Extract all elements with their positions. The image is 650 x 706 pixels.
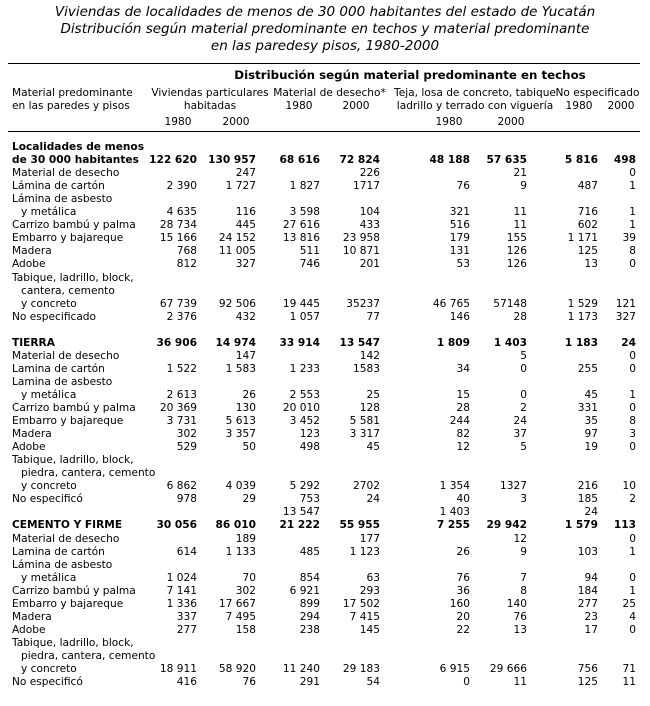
table-cell: 13 [513, 623, 527, 636]
table-cell: 140 [506, 597, 527, 610]
year-header: 1980 [164, 116, 192, 128]
row-label: de 30 000 habitantes [12, 154, 139, 167]
table-cell: 76 [456, 180, 470, 193]
table-cell: 72 824 [339, 154, 380, 167]
row-label: Material de desecho [12, 167, 120, 180]
table-cell: 978 [176, 493, 197, 506]
table-cell: 13 [584, 258, 598, 271]
table-cell: 14 974 [215, 336, 256, 349]
table-cell: 485 [299, 545, 320, 558]
table-cell: 1 336 [166, 597, 197, 610]
table-cell: 71 [622, 663, 636, 675]
row-label: Adobe [12, 623, 46, 636]
table-cell: 0 [463, 676, 470, 689]
table-cell: 0 [520, 388, 527, 401]
table-cell: 57 635 [486, 154, 527, 167]
row-label: piedra, cantera, cemento [21, 467, 156, 480]
year-header: 1980 [435, 116, 463, 128]
table-cell: 54 [366, 676, 380, 689]
table-cell: 812 [176, 258, 197, 271]
year-header: 2000 [222, 116, 250, 128]
row-label: TIERRA [12, 336, 55, 349]
table-cell: 2702 [353, 480, 380, 493]
table-cell: 716 [577, 206, 598, 219]
table-cell: 33 914 [279, 336, 320, 349]
table-cell: 277 [176, 623, 197, 636]
table-title-line-2: Distribución según material predominante en techos y material predominante [60, 21, 590, 37]
table-cell: 20 010 [282, 402, 320, 414]
row-label: No especificado [12, 310, 97, 323]
table-cell: 255 [577, 362, 598, 375]
row-label: piedra, cantera, cemento [21, 649, 156, 662]
col-header-viviendas-line-1: Viviendas particulares [151, 87, 269, 99]
row-label: y concreto [21, 480, 77, 493]
table-cell: 20 [456, 610, 470, 623]
table-cell: 24 [366, 493, 380, 506]
table-cell: 331 [577, 402, 598, 414]
table-cell: 433 [359, 219, 380, 232]
col-header-teja-line-1: Teja, losa de concreto, tabique [394, 87, 556, 99]
row-label: Embarro y bajareque [12, 415, 124, 428]
table-cell: 1 173 [567, 310, 598, 323]
row-label: Lámina de cartón [12, 180, 105, 193]
table-cell: 1583 [353, 362, 380, 375]
table-cell: 8 [629, 415, 636, 428]
table-cell: 24 [584, 506, 598, 519]
table-cell: 1 123 [349, 545, 380, 558]
table-cell: 3 731 [166, 415, 197, 428]
stub-header-line-1: Material predominante [12, 87, 133, 99]
table-cell: 1 024 [166, 571, 197, 584]
table-cell: 1 579 [564, 519, 598, 532]
table-cell: 416 [176, 676, 197, 689]
table-cell: 277 [577, 597, 598, 610]
table-cell: 1717 [353, 180, 380, 193]
table-cell: 1 809 [436, 336, 470, 349]
table-cell: 123 [299, 428, 320, 441]
table-cell: 57148 [493, 297, 527, 310]
table-cell: 63 [366, 571, 380, 584]
table-cell: 1327 [500, 480, 527, 493]
row-label: CEMENTO Y FIRME [12, 519, 123, 532]
table-cell: 11 [513, 206, 527, 219]
table-cell: 1 522 [166, 362, 197, 375]
table-cell: 854 [299, 571, 320, 584]
table-cell: 238 [299, 623, 320, 636]
table-cell: 3 598 [289, 206, 320, 219]
table-cell: 158 [235, 623, 256, 636]
table-cell: 39 [622, 232, 636, 245]
table-cell: 189 [235, 532, 256, 545]
table-cell: 35237 [346, 297, 380, 310]
table-cell: 126 [506, 258, 527, 271]
table-cell: 30 056 [156, 519, 197, 532]
table-cell: 15 [456, 388, 470, 401]
table-cell: 1 403 [439, 506, 470, 519]
table-cell: 498 [613, 154, 636, 167]
row-label: Embarro y bajareque [12, 232, 124, 245]
table-title-line-3: en las paredesy pisos, 1980-2000 [210, 38, 440, 54]
col-header-viviendas-line-2: habitadas [183, 100, 237, 112]
table-cell: 50 [242, 441, 256, 454]
table-cell: 17 [584, 623, 598, 636]
row-label: y metálica [21, 206, 77, 219]
table-cell: 34 [456, 362, 470, 375]
row-label: Material de desecho [12, 532, 120, 545]
table-cell: 1 827 [289, 180, 320, 193]
table-cell: 0 [629, 441, 636, 454]
table-cell: 2 390 [166, 180, 197, 193]
year-header: 2000 [607, 100, 635, 112]
table-cell: 1 354 [439, 480, 470, 493]
table-cell: 122 620 [149, 154, 197, 167]
col-header-desecho: Material de desecho* [273, 87, 386, 99]
table-cell: 184 [577, 584, 598, 597]
table-cell: 321 [449, 206, 470, 219]
table-cell: 15 166 [159, 232, 197, 245]
table-cell: 756 [577, 663, 598, 675]
table-cell: 19 445 [282, 297, 320, 310]
row-label: Lámina de asbesto [12, 558, 113, 571]
table-cell: 77 [366, 310, 380, 323]
table-cell: 97 [584, 428, 598, 441]
table-cell: 3 317 [349, 428, 380, 441]
table-cell: 1 171 [567, 232, 598, 245]
row-label: Carrizo bambú y palma [12, 402, 136, 414]
row-label: Tabique, ladrillo, block, [12, 636, 134, 649]
table-cell: 768 [176, 245, 197, 258]
table-cell: 10 [622, 480, 636, 493]
table-cell: 11 005 [218, 245, 256, 258]
table-cell: 1 133 [225, 545, 256, 558]
table-cell: 104 [359, 206, 380, 219]
year-header: 1980 [285, 100, 313, 112]
table-cell: 5 [520, 349, 527, 362]
table-cell: 0 [629, 362, 636, 375]
table-cell: 35 [584, 415, 598, 428]
table-cell: 2 376 [166, 310, 197, 323]
table-cell: 1 233 [289, 362, 320, 375]
table-cell: 7 [520, 571, 527, 584]
year-header: 2000 [497, 116, 525, 128]
table-cell: 293 [359, 584, 380, 597]
table-cell: 25 [366, 388, 380, 401]
table-cell: 498 [299, 441, 320, 454]
table-cell: 0 [629, 349, 636, 362]
table-cell: 37 [513, 428, 527, 441]
table-cell: 2 553 [289, 388, 320, 401]
table-cell: 327 [235, 258, 256, 271]
table-cell: 22 [456, 623, 470, 636]
row-label: Lámina de asbesto [12, 193, 113, 206]
table-cell: 2 613 [166, 388, 197, 401]
table-cell: 6 921 [289, 584, 320, 597]
table-cell: 13 547 [282, 506, 320, 519]
table-cell: 25 [622, 597, 636, 610]
table-cell: 46 765 [432, 297, 470, 310]
table-cell: 327 [615, 310, 636, 323]
table-cell: 12 [456, 441, 470, 454]
table-cell: 11 [622, 676, 636, 689]
table-cell: 8 [520, 584, 527, 597]
table-cell: 13 547 [339, 336, 380, 349]
table-cell: 1 [629, 388, 636, 401]
row-label: cantera, cemento [21, 284, 115, 297]
table-cell: 6 915 [439, 663, 470, 675]
table-cell: 21 222 [279, 519, 320, 532]
table-cell: 45 [366, 441, 380, 454]
row-label: Carrizo bambú y palma [12, 584, 136, 597]
table-cell: 1 [629, 545, 636, 558]
table-cell: 177 [359, 532, 380, 545]
table-cell: 445 [235, 219, 256, 232]
table-cell: 26 [242, 388, 256, 401]
table-cell: 201 [359, 258, 380, 271]
table-cell: 116 [235, 206, 256, 219]
table-cell: 511 [299, 245, 320, 258]
table-cell: 10 871 [342, 245, 380, 258]
table-cell: 36 [456, 584, 470, 597]
table-cell: 1 [629, 584, 636, 597]
table-cell: 3 452 [289, 415, 320, 428]
row-label: Madera [12, 245, 52, 258]
column-group-title: Distribución según material predominante en techos [234, 68, 586, 82]
table-cell: 121 [615, 297, 636, 310]
col-header-teja-line-2: ladrillo y terrado con viguería [396, 100, 554, 112]
header-rule [8, 131, 640, 132]
table-cell: 529 [176, 441, 197, 454]
table-cell: 746 [299, 258, 320, 271]
table-cell: 291 [299, 676, 320, 689]
table-cell: 103 [577, 545, 598, 558]
row-label: Adobe [12, 441, 46, 454]
table-cell: 899 [299, 597, 320, 610]
table-cell: 125 [577, 676, 598, 689]
table-cell: 28 734 [159, 219, 197, 232]
table-cell: 247 [235, 167, 256, 180]
table-cell: 76 [242, 676, 256, 689]
table-cell: 1 [629, 180, 636, 193]
table-cell: 337 [176, 610, 197, 623]
row-label: Material de desecho [12, 349, 120, 362]
table-cell: 1 [629, 206, 636, 219]
row-label: y concreto [21, 297, 77, 310]
table-cell: 244 [449, 415, 470, 428]
table-cell: 20 369 [159, 402, 197, 414]
table-cell: 29 666 [489, 663, 527, 675]
table-cell: 26 [456, 545, 470, 558]
table-title-line-1: Viviendas de localidades de menos de 30 000 habitantes del estado de Yucatán [54, 4, 596, 20]
row-label: Tabique, ladrillo, block, [12, 454, 134, 467]
table-cell: 0 [629, 532, 636, 545]
table-cell: 11 240 [282, 663, 320, 675]
table-cell: 11 [513, 219, 527, 232]
row-label: Localidades de menos [12, 141, 145, 153]
row-label: y concreto [21, 663, 77, 675]
table-cell: 1 183 [564, 336, 598, 349]
col-header-no-especificado: No especificado [555, 87, 640, 99]
table-cell: 1 727 [225, 180, 256, 193]
table-cell: 8 [629, 245, 636, 258]
row-label: Adobe [12, 258, 46, 271]
table-cell: 29 183 [342, 663, 380, 675]
table-cell: 226 [359, 167, 380, 180]
table-cell: 0 [629, 571, 636, 584]
row-label: Lamina de cartón [12, 545, 105, 558]
table-cell: 0 [629, 258, 636, 271]
table-cell: 487 [577, 180, 598, 193]
table-cell: 130 957 [208, 154, 256, 167]
table-cell: 24 [621, 336, 636, 349]
table-cell: 602 [577, 219, 598, 232]
table-cell: 185 [577, 493, 598, 506]
table-cell: 0 [629, 167, 636, 180]
table-cell: 12 [513, 532, 527, 545]
stub-header-line-2: en las paredes y pisos [12, 100, 130, 112]
table-cell: 23 [584, 610, 598, 623]
table-cell: 76 [456, 571, 470, 584]
table-cell: 0 [520, 362, 527, 375]
table-cell: 7 495 [225, 610, 256, 623]
table-cell: 1 529 [567, 297, 598, 310]
table-cell: 131 [449, 245, 470, 258]
table-cell: 5 613 [225, 415, 256, 428]
table-cell: 0 [629, 623, 636, 636]
table-cell: 125 [577, 245, 598, 258]
table-cell: 2 [629, 493, 636, 506]
row-label: y metálica [21, 571, 77, 584]
table-cell: 40 [456, 493, 470, 506]
table-cell: 516 [449, 219, 470, 232]
table-cell: 36 906 [156, 336, 197, 349]
table-cell: 432 [235, 310, 256, 323]
table-cell: 753 [299, 493, 320, 506]
table-cell: 5 [520, 441, 527, 454]
table-cell: 160 [449, 597, 470, 610]
table-cell: 3 357 [225, 428, 256, 441]
table-cell: 113 [613, 519, 636, 532]
table-cell: 76 [513, 610, 527, 623]
table-cell: 23 958 [342, 232, 380, 245]
table-cell: 614 [176, 545, 197, 558]
table-cell: 45 [584, 388, 598, 401]
table-cell: 4 635 [166, 206, 197, 219]
row-label: Lamina de cartón [12, 362, 105, 375]
table-cell: 28 [513, 310, 527, 323]
table-cell: 179 [449, 232, 470, 245]
table-cell: 24 152 [218, 232, 256, 245]
table-cell: 1 057 [289, 310, 320, 323]
table-cell: 86 010 [215, 519, 256, 532]
table-cell: 11 [513, 676, 527, 689]
table-cell: 24 [513, 415, 527, 428]
table-cell: 4 039 [225, 480, 256, 493]
table-cell: 21 [513, 167, 527, 180]
table-cell: 18 911 [159, 663, 197, 675]
table-cell: 130 [235, 402, 256, 414]
table-cell: 0 [629, 402, 636, 414]
table-cell: 216 [577, 480, 598, 493]
row-label: Madera [12, 428, 52, 441]
table-cell: 5 816 [564, 154, 598, 167]
table-cell: 13 816 [282, 232, 320, 245]
table-cell: 19 [584, 441, 598, 454]
table-cell: 9 [520, 545, 527, 558]
row-label: Lamina de asbesto [12, 375, 113, 388]
table-cell: 9 [520, 180, 527, 193]
table-cell: 48 188 [429, 154, 470, 167]
table-cell: 68 616 [279, 154, 320, 167]
table-cell: 1 583 [225, 362, 256, 375]
table-cell: 155 [506, 232, 527, 245]
table-cell: 1 403 [493, 336, 527, 349]
table-cell: 3 [629, 428, 636, 441]
table-cell: 302 [235, 584, 256, 597]
table-cell: 126 [506, 245, 527, 258]
row-label: No especificó [12, 493, 83, 506]
top-rule [8, 63, 640, 64]
row-label: Embarro y bajareque [12, 597, 124, 610]
table-cell: 294 [299, 610, 320, 623]
row-label: Tabique, ladrillo, block, [12, 271, 134, 284]
table-cell: 4 [629, 610, 636, 623]
table-cell: 1 [629, 219, 636, 232]
table-cell: 94 [584, 571, 598, 584]
table-cell: 7 415 [349, 610, 380, 623]
table-cell: 29 942 [486, 519, 527, 532]
table-cell: 29 [242, 493, 256, 506]
table-cell: 146 [449, 310, 470, 323]
table-cell: 128 [359, 402, 380, 414]
table-cell: 147 [235, 349, 256, 362]
table-cell: 142 [359, 349, 380, 362]
row-label: y metálica [21, 388, 77, 401]
table-cell: 70 [242, 571, 256, 584]
table-cell: 82 [456, 428, 470, 441]
row-label: Madera [12, 610, 52, 623]
row-label: No especificó [12, 676, 83, 689]
year-header: 1980 [565, 100, 593, 112]
table-cell: 3 [520, 493, 527, 506]
table-cell: 145 [359, 623, 380, 636]
table-cell: 67 739 [159, 297, 197, 310]
table-cell: 2 [520, 402, 527, 414]
table-cell: 53 [456, 258, 470, 271]
table-cell: 7 141 [166, 584, 197, 597]
table-cell: 5 581 [349, 415, 380, 428]
year-header: 2000 [342, 100, 370, 112]
table-cell: 92 506 [218, 297, 256, 310]
table-cell: 6 862 [166, 480, 197, 493]
table-cell: 5 292 [289, 480, 320, 493]
table-cell: 302 [176, 428, 197, 441]
table-cell: 55 955 [339, 519, 380, 532]
table-cell: 58 920 [218, 663, 256, 675]
table-cell: 17 502 [342, 597, 380, 610]
table-cell: 17 667 [218, 597, 256, 610]
row-label: Carrizo bambú y palma [12, 219, 136, 232]
table-cell: 27 616 [282, 219, 320, 232]
table-cell: 7 255 [436, 519, 470, 532]
table-cell: 28 [456, 402, 470, 414]
